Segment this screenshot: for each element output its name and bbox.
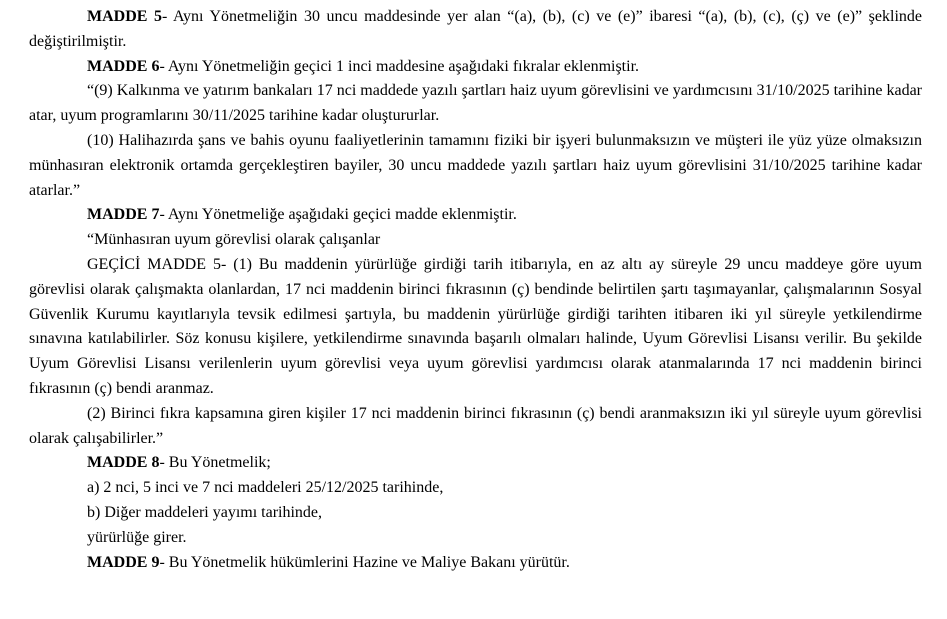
article-heading: MADDE 6: [87, 57, 160, 75]
paragraph-clause-10: [29, 129, 922, 203]
paragraph-item-a: [29, 476, 922, 501]
paragraph-text: a) 2 nci, 5 inci ve 7 nci maddeleri 25/12/2025 tarihinde,: [87, 479, 444, 497]
article-heading: MADDE 8: [87, 454, 160, 472]
paragraph-madde-8: [29, 451, 922, 476]
paragraph-clause-9: [29, 79, 922, 129]
paragraph-text: b) Diğer maddeleri yayımı tarihinde,: [87, 503, 323, 521]
paragraph-text: “(9) Kalkınma ve yatırım bankaları 17 nci maddede yazılı şartları haiz uyum görevlisini ve yardımcısını 31/10/2025 tarihine kadar atar, uyum programlarını 30/11/2025 tarihine kadar oluştururlar.: [29, 82, 922, 125]
paragraph-text: yürürlüğe girer.: [87, 528, 187, 546]
paragraph-text: - Bu Yönetmelik;: [159, 454, 271, 472]
article-heading: MADDE 9: [87, 553, 160, 571]
paragraph-text: - Bu Yönetmelik hükümlerini Hazine ve Maliye Bakanı yürütür.: [159, 553, 570, 571]
paragraph-effective: [29, 526, 922, 551]
paragraph-gecici-madde-5-1: [29, 253, 922, 402]
paragraph-madde-6: [29, 55, 922, 80]
paragraph-text: (2) Birinci fıkra kapsamına giren kişiler 17 nci maddenin birinci fıkrasının (ç) bendi aranmaksızın iki yıl süreyle uyum görevlisi olarak çalışabilirler.”: [29, 404, 922, 447]
paragraph-madde-7: [29, 203, 922, 228]
paragraph-text: - Aynı Yönetmeliğe aşağıdaki geçici madde eklenmiştir.: [159, 206, 517, 224]
paragraph-provisional-title: [29, 228, 922, 253]
paragraph-madde-5: [29, 5, 922, 55]
article-heading: MADDE 7: [87, 206, 160, 224]
article-heading: MADDE 5: [87, 8, 162, 25]
paragraph-text: - Aynı Yönetmeliğin geçici 1 inci maddesine aşağıdaki fıkralar eklenmiştir.: [159, 57, 640, 75]
paragraph-text: (10) Halihazırda şans ve bahis oyunu faaliyetlerinin tamamını fiziki bir işyeri bulunmaksızın ve müşteri ile yüz yüze olmaksızın münhasıran elektronik ortamda gerçekleştiren bayiler, 30 uncu maddede yazılı şartları haiz uyum görevlisini 31/10/2025 tarihine kadar atarlar.”: [29, 131, 922, 199]
paragraph-text: GEÇİCİ MADDE 5- (1) Bu maddenin yürürlüğe girdiği tarih itibarıyla, en az altı ay süreyle 29 uncu maddeye göre uyum görevlisi olarak çalışmakta olanlardan, 17 nci maddenin birinci fıkrasının (ç) bendinde belirtilen şartı taşımayanlar, çalışmalarının Sosyal Güvenlik Kurumu kayıtlarıyla tevsik edilmesi şartıyla, bu maddenin yürürlüğe girdiği tarihten itibaren iki yıl süreyle yetkilendirme sınavına katılabilirler. Söz konusu kişilere, yetkilendirme sınavında başarılı olmaları halinde, Uyum Görevlisi Lisansı verilir. Bu şekilde Uyum Görevlisi Lisansı verilenlerin uyum görevlisi veya uyum görevlisi yardımcısı olarak atanmalarında 17 nci maddenin birinci fıkrasının (ç) bendi aranmaz.: [29, 255, 922, 397]
paragraph-text: “Münhasıran uyum görevlisi olarak çalışanlar: [87, 231, 381, 249]
paragraph-gecici-madde-5-2: [29, 402, 922, 452]
paragraph-madde-9: [29, 551, 922, 576]
paragraph-text: - Aynı Yönetmeliğin 30 uncu maddesinde yer alan “(a), (b), (c) ve (e)” ibaresi “(a), (b), (c), (ç) ve (e)” şeklinde değiştirilmiştir.: [29, 8, 922, 50]
paragraph-item-b: [29, 501, 922, 526]
